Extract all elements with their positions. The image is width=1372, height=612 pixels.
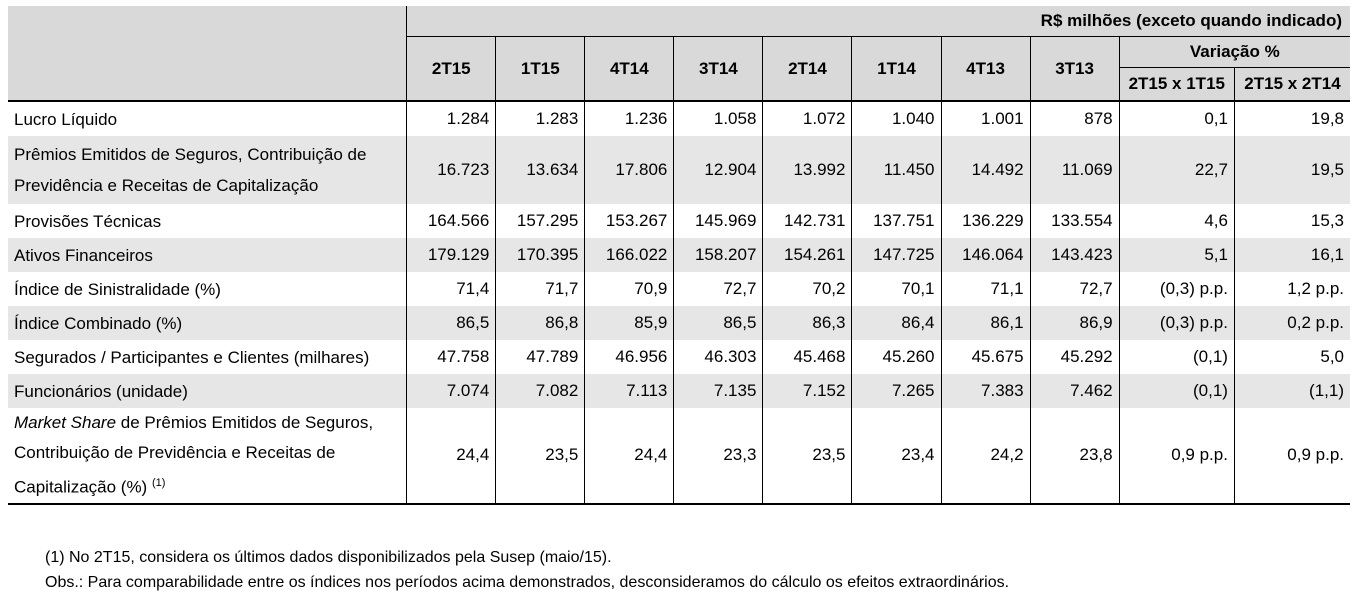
table-cell: 24,4 [407, 408, 496, 504]
table-row [8, 272, 1350, 306]
row-label-lucro-liquido: Lucro Líquido [8, 101, 407, 136]
row-label-line: de Prêmios Emitidos de Seguros, [116, 413, 374, 432]
row-label-funcionarios: Funcionários (unidade) [8, 374, 407, 408]
table-cell: 71,7 [496, 272, 585, 306]
col-header-2t15: 2T15 [407, 37, 496, 102]
table-cell: 13.634 [496, 136, 585, 204]
table-cell: 143.423 [1030, 238, 1119, 272]
table-cell: 45.468 [763, 340, 852, 374]
col-header-4t14: 4T14 [585, 37, 674, 102]
row-label-ativos-financeiros: Ativos Financeiros [8, 238, 407, 272]
table-cell: 16,1 [1234, 238, 1350, 272]
table-cell: 47.758 [407, 340, 496, 374]
table-cell: 0,9 p.p. [1119, 408, 1234, 504]
table-cell: 145.969 [674, 204, 763, 238]
table-cell: 0,9 p.p. [1234, 408, 1350, 504]
col-header-2t14: 2T14 [763, 37, 852, 102]
row-label-provisoes-tecnicas: Provisões Técnicas [8, 204, 407, 238]
table-cell: 86,3 [763, 306, 852, 340]
table-cell: 164.566 [407, 204, 496, 238]
table-cell: 70,2 [763, 272, 852, 306]
row-label-indice-sinistralidade: Índice de Sinistralidade (%) [8, 272, 407, 306]
row-label-premios-emitidos [8, 136, 407, 204]
col-header-3t14: 3T14 [674, 37, 763, 102]
table-cell: 24,2 [941, 408, 1030, 504]
table-cell: 86,8 [496, 306, 585, 340]
header-blank-cell [8, 6, 407, 101]
table-row [8, 340, 1350, 374]
table-cell: 1.001 [941, 101, 1030, 136]
table-cell: 179.129 [407, 238, 496, 272]
table-cell: 19,5 [1234, 136, 1350, 204]
col-header-1t14: 1T14 [852, 37, 941, 102]
col-header-1t15: 1T15 [496, 37, 585, 102]
table-cell: (0,1) [1119, 374, 1234, 408]
table-cell: 16.723 [407, 136, 496, 204]
table-cell: (0,1) [1119, 340, 1234, 374]
table-cell: 154.261 [763, 238, 852, 272]
table-cell: 23,4 [852, 408, 941, 504]
table-row [8, 136, 1350, 204]
table-cell: 7.152 [763, 374, 852, 408]
table-cell: 157.295 [496, 204, 585, 238]
table-cell: 46.303 [674, 340, 763, 374]
table-cell: 86,4 [852, 306, 941, 340]
table-cell: 7.082 [496, 374, 585, 408]
table-cell: (1,1) [1234, 374, 1350, 408]
table-cell: (0,3) p.p. [1119, 272, 1234, 306]
table-cell: 46.956 [585, 340, 674, 374]
table-cell: 136.229 [941, 204, 1030, 238]
row-label-segurados: Segurados / Participantes e Clientes (milhares) [8, 340, 407, 374]
table-cell: 7.383 [941, 374, 1030, 408]
col-header-3t13: 3T13 [1030, 37, 1119, 102]
table-row [8, 238, 1350, 272]
table-cell: 72,7 [1030, 272, 1119, 306]
table-cell: 11.450 [852, 136, 941, 204]
row-label-market-share [8, 408, 407, 504]
table-cell: 133.554 [1030, 204, 1119, 238]
table-cell: 86,5 [407, 306, 496, 340]
table-cell: 1.072 [763, 101, 852, 136]
row-label-line: Previdência e Receitas de Capitalização [14, 176, 319, 195]
footnote-mark: (1) [151, 477, 166, 489]
table-cell: 71,1 [941, 272, 1030, 306]
table-cell: 147.725 [852, 238, 941, 272]
row-label-indice-combinado: Índice Combinado (%) [8, 306, 407, 340]
table-cell: 45.675 [941, 340, 1030, 374]
table-cell: 13.992 [763, 136, 852, 204]
table-cell: 23,5 [496, 408, 585, 504]
table-cell: 158.207 [674, 238, 763, 272]
table-cell: 17.806 [585, 136, 674, 204]
table-cell: 7.113 [585, 374, 674, 408]
table-cell: 0,2 p.p. [1234, 306, 1350, 340]
table-cell: 1.058 [674, 101, 763, 136]
table-cell: 7.135 [674, 374, 763, 408]
table-cell: 22,7 [1119, 136, 1234, 204]
table-cell: 24,4 [585, 408, 674, 504]
table-cell: 166.022 [585, 238, 674, 272]
col-header-4t13: 4T13 [941, 37, 1030, 102]
row-label-line: Contribuição de Previdência e Receitas de [14, 443, 336, 462]
table-cell: 86,9 [1030, 306, 1119, 340]
table-cell: 5,1 [1119, 238, 1234, 272]
table-cell: 4,6 [1119, 204, 1234, 238]
table-cell: 47.789 [496, 340, 585, 374]
table-row [8, 204, 1350, 238]
table-cell: 72,7 [674, 272, 763, 306]
table-row [8, 101, 1350, 136]
footnotes [45, 545, 1009, 595]
footnote-obs: Obs.: Para comparabilidade entre os índices nos períodos acima demonstrados, desconsideramos do cálculo os efeitos extraordinários. [45, 574, 1010, 591]
table-cell: 142.731 [763, 204, 852, 238]
table-row [8, 408, 1350, 504]
table-cell: 86,1 [941, 306, 1030, 340]
variation-col-2t15-x-1t15: 2T15 x 1T15 [1119, 68, 1234, 102]
table-cell: 23,5 [763, 408, 852, 504]
table-cell: 14.492 [941, 136, 1030, 204]
table-cell: 85,9 [585, 306, 674, 340]
table-cell: 878 [1030, 101, 1119, 136]
table-row [8, 306, 1350, 340]
table-cell: 1.283 [496, 101, 585, 136]
row-label-line: Prêmios Emitidos de Seguros, Contribuição de [14, 145, 367, 164]
variation-col-2t15-x-2t14: 2T15 x 2T14 [1234, 68, 1350, 102]
footnote-1: (1) No 2T15, considera os últimos dados disponibilizados pela Susep (maio/15). [45, 549, 612, 566]
table-cell: 153.267 [585, 204, 674, 238]
row-label-italic: Market Share [14, 413, 117, 432]
table-cell: 146.064 [941, 238, 1030, 272]
financial-summary-table [8, 6, 1350, 505]
table-cell: 5,0 [1234, 340, 1350, 374]
table-cell: 7.265 [852, 374, 941, 408]
table-cell: 170.395 [496, 238, 585, 272]
table-cell: 1,2 p.p. [1234, 272, 1350, 306]
table-cell: 7.074 [407, 374, 496, 408]
table-cell: 19,8 [1234, 101, 1350, 136]
table-cell: 23,8 [1030, 408, 1119, 504]
table-cell: 86,5 [674, 306, 763, 340]
table-cell: 11.069 [1030, 136, 1119, 204]
table-cell: (0,3) p.p. [1119, 306, 1234, 340]
table-cell: 15,3 [1234, 204, 1350, 238]
table-cell: 12.904 [674, 136, 763, 204]
table-cell: 137.751 [852, 204, 941, 238]
table-cell: 70,9 [585, 272, 674, 306]
table-row [8, 374, 1350, 408]
table-cell: 45.260 [852, 340, 941, 374]
table-cell: 1.284 [407, 101, 496, 136]
variation-header: Variação % [1119, 37, 1350, 68]
row-label-line: Capitalização (%) [14, 477, 152, 497]
table-cell: 45.292 [1030, 340, 1119, 374]
unit-header: R$ milhões (exceto quando indicado) [407, 6, 1350, 37]
table-cell: 71,4 [407, 272, 496, 306]
table-cell: 70,1 [852, 272, 941, 306]
table-cell: 23,3 [674, 408, 763, 504]
table-cell: 0,1 [1119, 101, 1234, 136]
table-cell: 7.462 [1030, 374, 1119, 408]
table-cell: 1.236 [585, 101, 674, 136]
table-cell: 1.040 [852, 101, 941, 136]
